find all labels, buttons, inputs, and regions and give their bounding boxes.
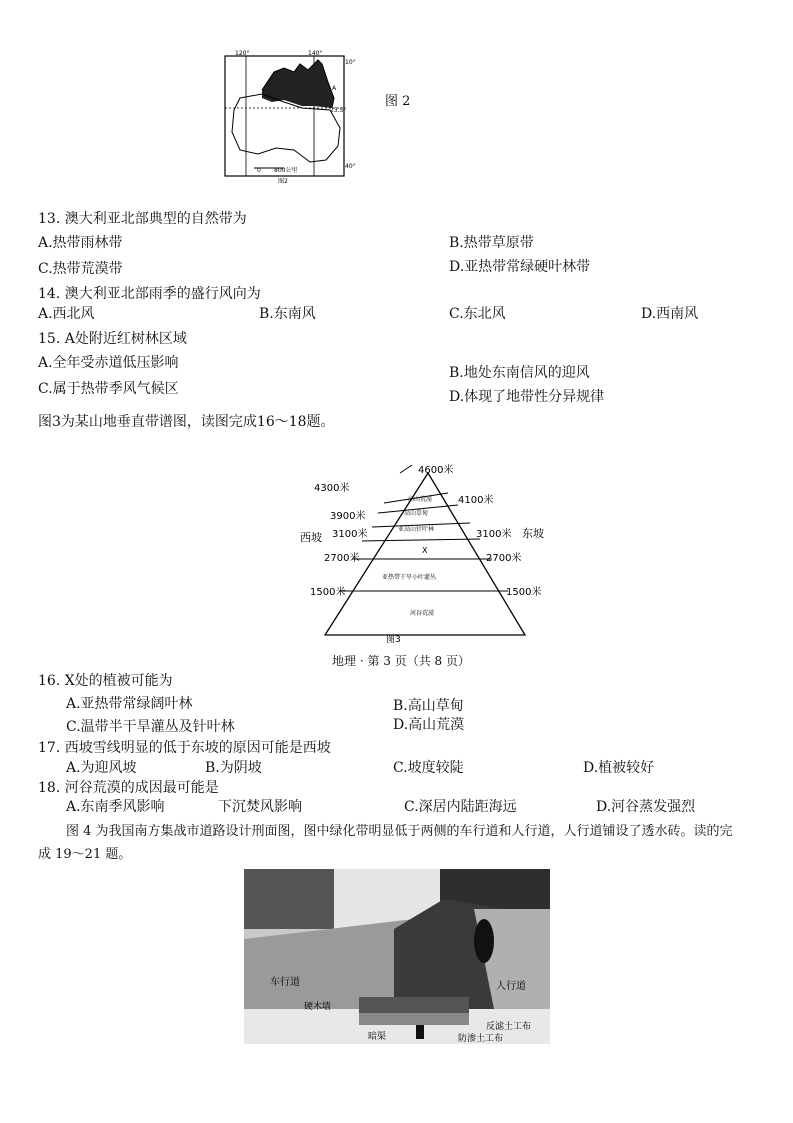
peak-label: 4600米 bbox=[418, 465, 454, 476]
west-2700-label: 2700米 bbox=[324, 553, 360, 564]
sidewalk-label: 人行道 bbox=[496, 981, 526, 992]
q17-option-a[interactable]: A.为迎风坡 bbox=[66, 760, 137, 776]
curb-label: 硬木墙 bbox=[304, 1002, 332, 1012]
fig4-intro-line2: 成 19～21 题。 bbox=[38, 847, 132, 862]
q13-option-b[interactable]: B.热带草原带 bbox=[449, 235, 534, 251]
australia-map bbox=[222, 50, 356, 185]
east-2700-label: 2700米 bbox=[486, 553, 522, 564]
q18-option-c[interactable]: C.深居内陆距海远 bbox=[404, 799, 517, 815]
drain-label: 暗渠 bbox=[368, 1032, 387, 1042]
filter-fabric-label: 反滤土工布 bbox=[486, 1022, 532, 1032]
west-slope-label: 西坡 bbox=[300, 531, 322, 544]
figure-2 bbox=[222, 50, 356, 185]
scale-zero-label: 0 bbox=[257, 167, 261, 174]
band-alpine-desert: 高山荒漠 bbox=[408, 496, 433, 503]
fig4-intro-line1: 图 4 为我国南方集战市道路设计刑面图，图中绿化带明显低于两侧的车行道和人行道，人行道铺设了透水砖。读的完 bbox=[66, 824, 733, 839]
east-slope-label: 东坡 bbox=[522, 527, 544, 540]
fig2-bottom-caption: 图2 bbox=[278, 178, 288, 185]
page-footer: 地理 · 第 3 页（共 8 页） bbox=[332, 654, 470, 668]
scale-label: 800公里 bbox=[274, 167, 298, 174]
seepage-fabric-label: 防渗土工布 bbox=[458, 1034, 504, 1044]
q15-option-d[interactable]: D.体现了地带性分异规律 bbox=[449, 389, 605, 405]
vertical-zonation-diagram bbox=[300, 455, 550, 645]
q16-option-b[interactable]: B.高山草甸 bbox=[393, 698, 464, 714]
lat-40-label: 40° bbox=[345, 163, 356, 170]
fig3-caption: 图3 bbox=[386, 635, 401, 645]
point-a-label: A bbox=[332, 85, 337, 92]
q16-option-d[interactable]: D.高山荒漠 bbox=[393, 717, 465, 733]
band-x: X bbox=[422, 546, 428, 555]
lon-120-label: 120° bbox=[235, 50, 250, 57]
q16-option-a[interactable]: A.亚热带常绿阔叶林 bbox=[66, 696, 193, 712]
q14-stem: 14. 澳大利亚北部雨季的盛行风向为 bbox=[38, 286, 261, 302]
road-cross-section-photo bbox=[244, 869, 550, 1044]
q14-option-c[interactable]: C.东北风 bbox=[449, 306, 506, 322]
q17-option-b[interactable]: B.为阴坡 bbox=[205, 760, 262, 776]
west-3900-label: 3900米 bbox=[330, 511, 366, 522]
q14-option-b[interactable]: B.东南风 bbox=[259, 306, 316, 322]
q16-stem: 16. X处的植被可能为 bbox=[38, 673, 173, 689]
q13-option-d[interactable]: D.亚热带常绿硬叶林带 bbox=[449, 259, 591, 275]
q15-option-c[interactable]: C.属于热带季风气候区 bbox=[38, 381, 179, 397]
east-1500-label: 1500米 bbox=[506, 587, 542, 598]
west-4300-label: 4300米 bbox=[314, 483, 350, 494]
west-3100-label: 3100米 bbox=[332, 529, 368, 540]
q13-option-c[interactable]: C.热带荒漠带 bbox=[38, 261, 123, 277]
q16-option-c[interactable]: C.温带半干旱灌丛及针叶林 bbox=[66, 719, 235, 735]
east-4100-label: 4100米 bbox=[458, 495, 494, 506]
band-alpine-meadow: 高山草甸 bbox=[404, 510, 429, 517]
lon-140-label: 140° bbox=[308, 50, 323, 57]
figure-3 bbox=[300, 455, 550, 645]
road-label: 车行道 bbox=[270, 977, 300, 988]
q15-option-b[interactable]: B.地处东南信风的迎风 bbox=[449, 365, 590, 381]
east-3100-label: 3100米 bbox=[476, 529, 512, 540]
q14-option-d[interactable]: D.西南风 bbox=[641, 306, 699, 322]
q17-option-c[interactable]: C.坡度较陡 bbox=[393, 760, 464, 776]
fig3-intro: 图3为某山地垂直带谱图，读图完成16～18题。 bbox=[38, 414, 335, 430]
q17-stem: 17. 西坡雪线明显的低于东坡的原因可能是西坡 bbox=[38, 740, 331, 756]
lat-10-label: 10° bbox=[345, 59, 356, 66]
q18-option-a[interactable]: A.东南季风影响 bbox=[66, 799, 165, 815]
band-subtropical-shrub: 亚热带干旱小叶灌丛 bbox=[382, 574, 437, 581]
q14-option-a[interactable]: A.西北风 bbox=[38, 306, 95, 322]
lat-235-label: 23.5° bbox=[330, 107, 347, 114]
q18-stem: 18. 河谷荒漠的成因最可能是 bbox=[38, 780, 219, 796]
band-valley-desert: 河谷荒漠 bbox=[410, 610, 435, 617]
band-subalpine-conifer: 亚高山针叶林 bbox=[398, 526, 435, 533]
q17-option-d[interactable]: D.植被较好 bbox=[583, 760, 655, 776]
west-1500-label: 1500米 bbox=[310, 587, 346, 598]
q15-option-a[interactable]: A.全年受赤道低压影响 bbox=[38, 355, 179, 371]
q13-option-a[interactable]: A.热带雨林带 bbox=[38, 235, 123, 251]
q18-option-d[interactable]: D.河谷蒸发强烈 bbox=[596, 799, 696, 815]
q13-stem: 13. 澳大利亚北部典型的自然带为 bbox=[38, 211, 247, 227]
q15-stem: 15. A处附近红树林区域 bbox=[38, 331, 187, 347]
figure-4 bbox=[244, 869, 550, 1044]
fig2-caption: 图 2 bbox=[385, 94, 411, 109]
q18-option-b[interactable]: 下沉焚风影响 bbox=[218, 799, 302, 815]
